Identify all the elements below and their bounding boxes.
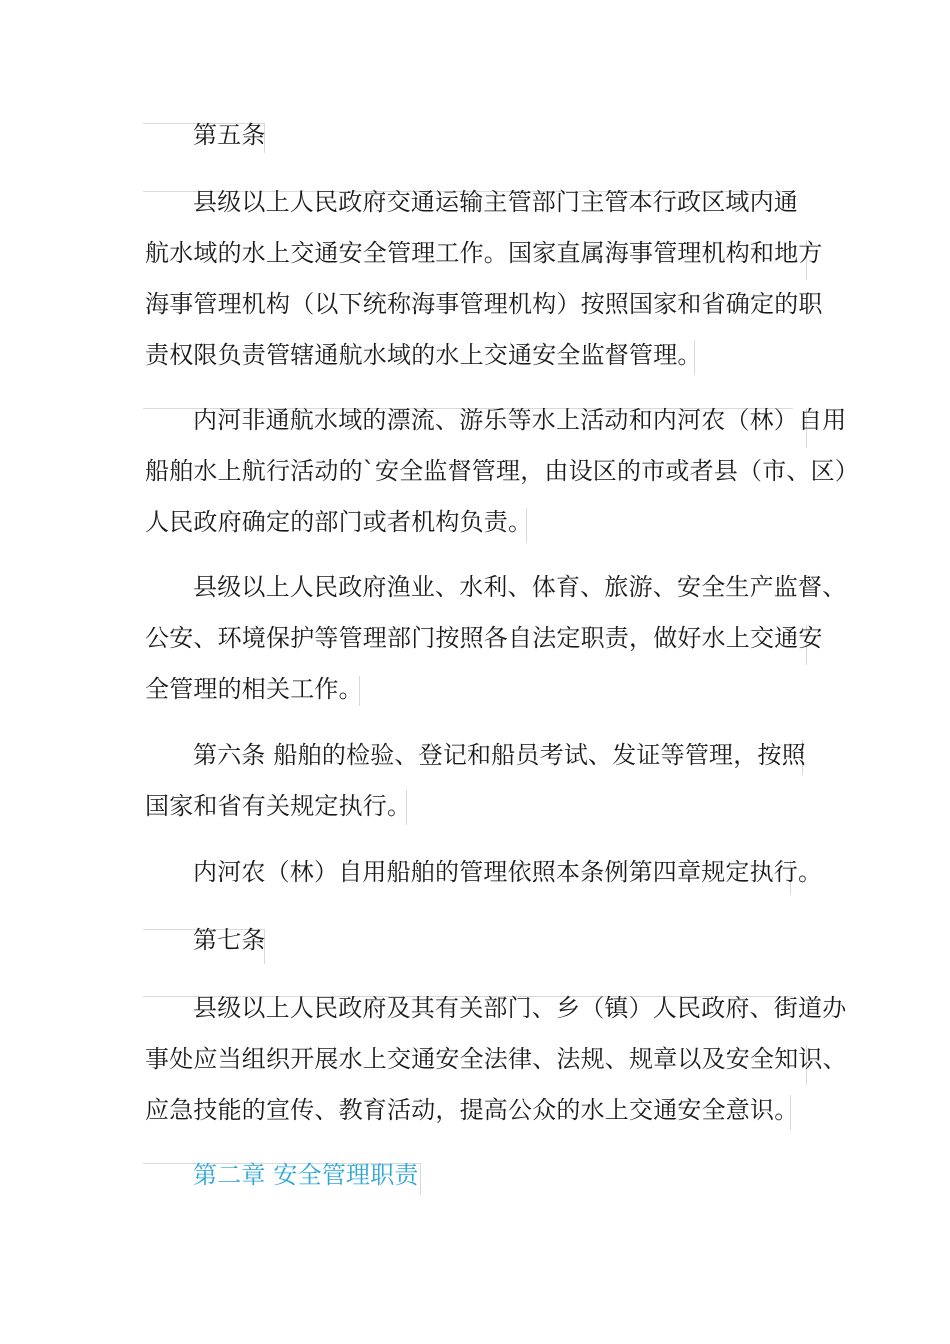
paragraph-line: 事处应当组织开展水上交通安全法律、法规、规章以及安全知识、 (145, 1045, 847, 1073)
paragraph-line: 第七条 (193, 926, 266, 954)
paragraph-line: 全管理的相关工作。 (145, 675, 363, 703)
article-heading-5 (145, 110, 810, 161)
paragraph-line: 县级以上人民政府渔业、水利、体育、旅游、安全生产监督、 (193, 573, 847, 601)
paragraph-line: 应急技能的宣传、教育活动，提高公众的水上交通安全意识。 (145, 1096, 799, 1124)
paragraph-line: 县级以上人民政府及其有关部门、乡（镇）人民政府、街道办 (193, 994, 847, 1022)
paragraph (145, 562, 847, 715)
paragraph (145, 847, 823, 898)
paragraph-line: 第五条 (193, 121, 266, 149)
paragraph-line: 县级以上人民政府交通运输主管部门主管本行政区域内通 (193, 188, 798, 216)
paragraph-line: 船舶水上航行活动的`安全监督管理，由设区的市或者县（市、区） (145, 457, 859, 485)
paragraph-line: 内河非通航水域的漂流、游乐等水上活动和内河农（林）自用 (193, 406, 847, 434)
paragraph-line: 海事管理机构（以下统称海事管理机构）按照国家和省确定的职 (145, 290, 823, 318)
paragraph-line: 国家和省有关规定执行。 (145, 792, 412, 820)
paragraph-line: 人民政府确定的部门或者机构负责。 (145, 508, 533, 536)
paragraph-line: 航水域的水上交通安全管理工作。国家直属海事管理机构和地方 (145, 239, 823, 267)
paragraph (145, 983, 847, 1136)
paragraph-line: 内河农（林）自用船舶的管理依照本条例第四章规定执行。 (193, 858, 823, 886)
article-heading-7 (145, 915, 810, 966)
article-paragraph-6 (145, 730, 810, 832)
paragraph-line: 公安、环境保护等管理部门按照各自法定职责，做好水上交通安 (145, 624, 823, 652)
paragraph (145, 395, 859, 548)
chapter-title: 第二章 安全管理职责 (193, 1161, 419, 1189)
chapter-heading (145, 1150, 810, 1201)
paragraph-line: 责权限负责管辖通航水域的水上交通安全监督管理。 (145, 341, 702, 369)
paragraph-line: 第六条 船舶的检验、登记和船员考试、发证等管理，按照 (193, 741, 806, 769)
paragraph (145, 177, 823, 381)
